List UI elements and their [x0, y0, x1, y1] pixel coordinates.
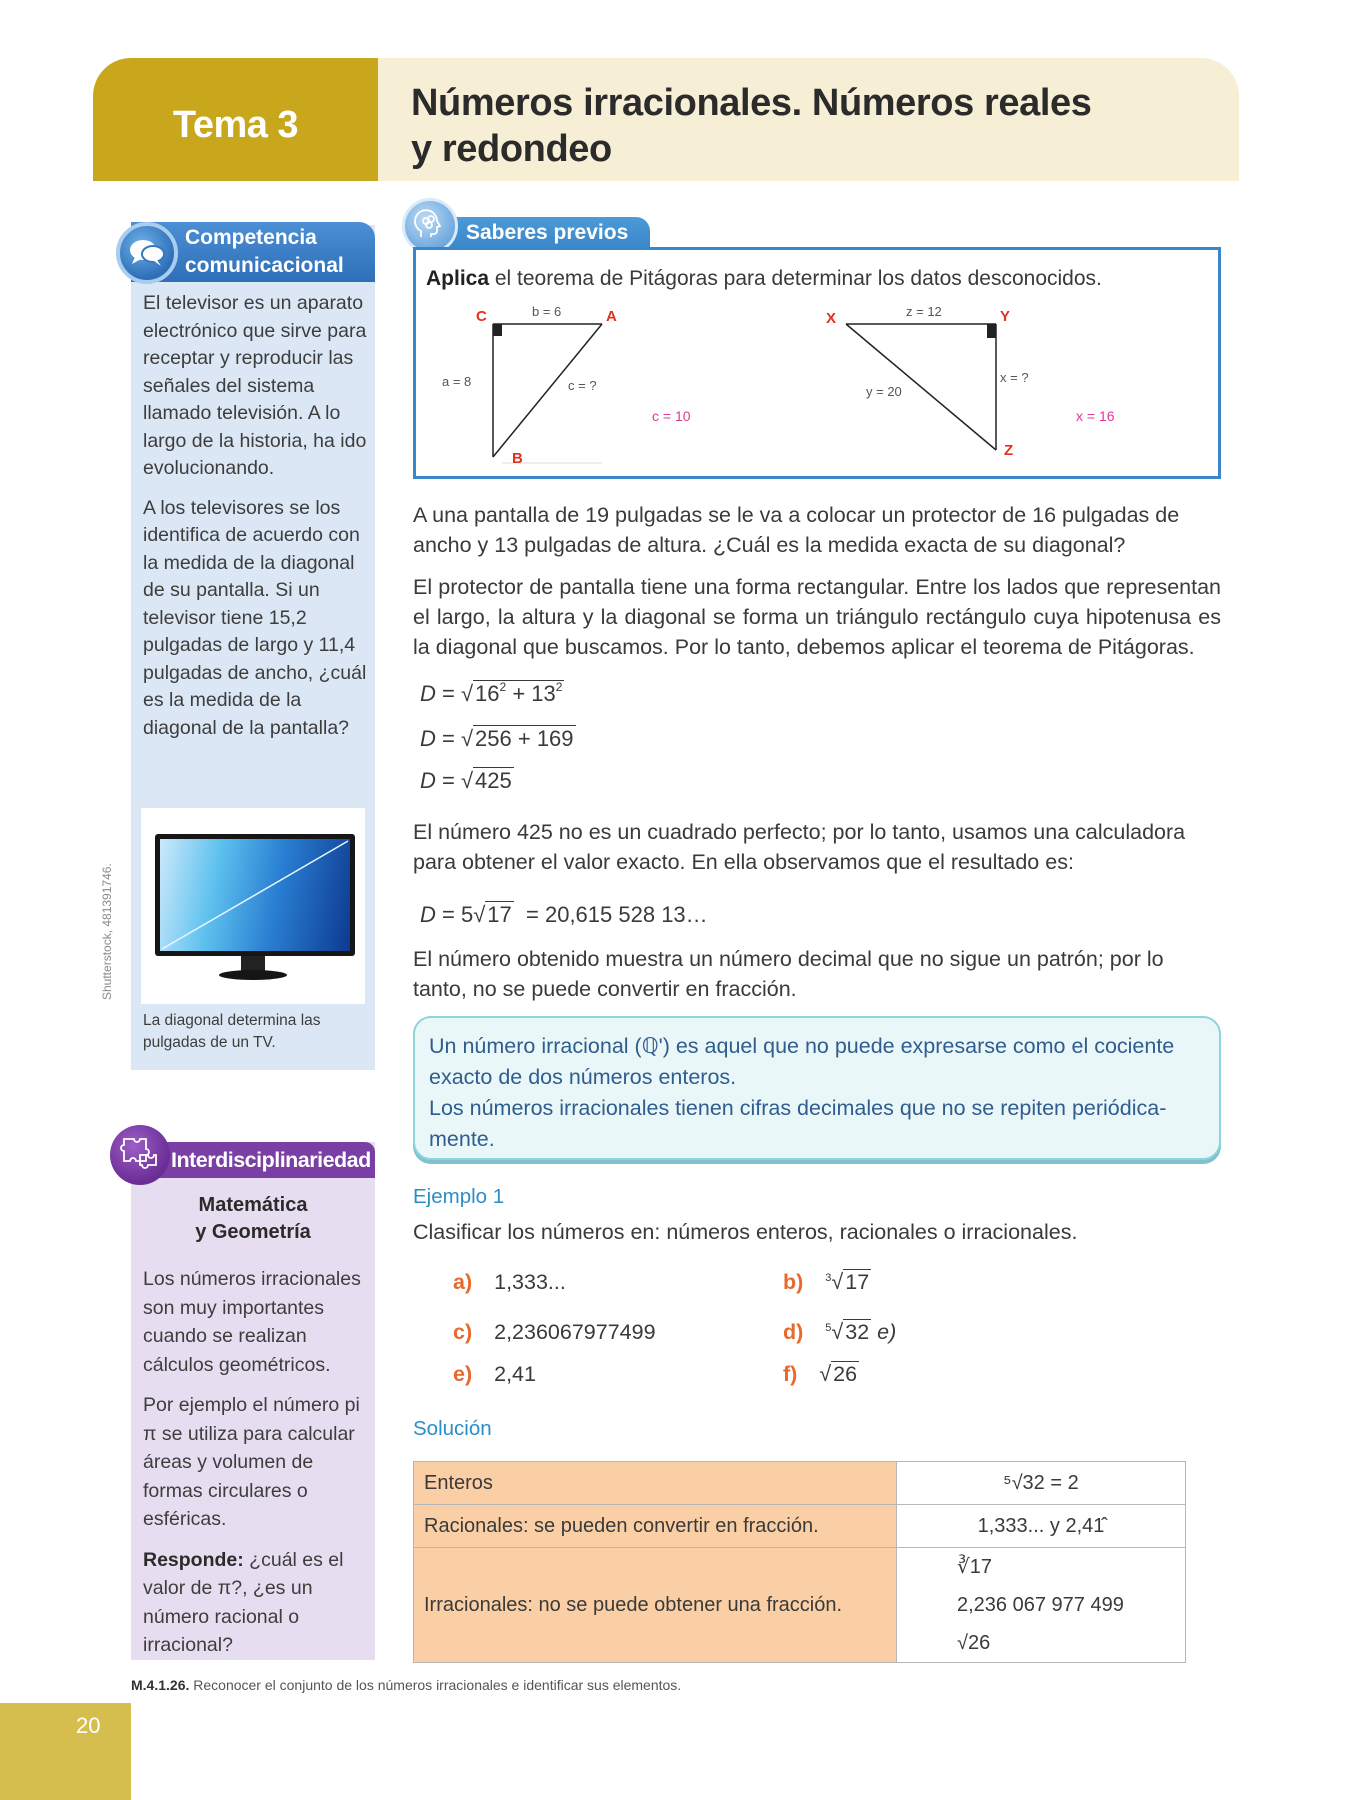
- equation-3: D = √425: [420, 768, 512, 793]
- eq-value: = 20,615 528 13…: [526, 902, 708, 927]
- curriculum-text: Reconocer el conjunto de los números irracionales e identificar sus elementos.: [189, 1677, 682, 1693]
- example-instruction: Clasificar los números en: números enteros, racionales o irracionales.: [413, 1220, 1078, 1244]
- eq-radicand: 425: [475, 768, 512, 793]
- item-label: f): [783, 1362, 798, 1386]
- solution-table: [413, 1461, 1186, 1663]
- inter-paragraph: Los números irracionales son muy importantes cuando se realizan cálculos geométricos.: [143, 1268, 361, 1376]
- example-title: Ejemplo 1: [413, 1185, 505, 1208]
- title-line-1: Números irracionales. Números reales: [411, 82, 1092, 124]
- page-number-block: [0, 1703, 131, 1800]
- inter-paragraph: Por ejemplo el número pi π se utiliza para calcular áreas y volumen de formas circulares o esféricas.: [143, 1394, 360, 1530]
- subtitle-line2: y Geometría: [195, 1221, 311, 1243]
- table-row: [414, 1548, 1186, 1663]
- problem-text: A una pantalla de 19 pulgadas se le va a colocar un protector de 16 pulgadas de ancho y 13 pulgadas de altura. ¿Cuál es la medida exacta de su diagonal?: [413, 503, 1180, 557]
- table-value: ⁵√32 = 2: [897, 1462, 1186, 1505]
- item-radicand: 17: [845, 1270, 870, 1294]
- example-item-f: f) √26: [783, 1362, 858, 1386]
- responde-question: [143, 1546, 368, 1660]
- side-y-label: y = 20: [866, 384, 902, 399]
- tv-image: [141, 808, 365, 1004]
- competencia-tab-line1: Competencia: [185, 226, 317, 249]
- triangle-cab-diagram: [416, 250, 1218, 476]
- item-radicand: 32: [845, 1320, 870, 1344]
- side-c-label: c = ?: [568, 378, 597, 393]
- page-title: [378, 58, 1239, 181]
- instruction-rest: el teorema de Pitágoras para determinar los datos desconocidos.: [489, 267, 1102, 290]
- equation-1: $D = √16^2 + 13^2$: [420, 680, 563, 706]
- definition-line-1: Un número irracional (ℚ') es aquel que no puede expresarse como el cociente exacto de dos números enteros.: [429, 1034, 1175, 1089]
- side-x-label: x = ?: [1000, 370, 1029, 385]
- equation-4: D = 5√17 = 20,615 528 13…: [420, 902, 708, 927]
- vertex-z: Z: [1004, 442, 1014, 459]
- item-label: c): [453, 1320, 473, 1344]
- eq-exponent: 2: [499, 680, 507, 694]
- interdisciplinariedad-tab: Interdisciplinariedad: [131, 1142, 375, 1178]
- table-value: 1,333... y 2,41̂: [897, 1505, 1186, 1548]
- conclusion-text: El número obtenido muestra un número decimal que no sigue un patrón; por lo tanto, no se puede convertir en fracción.: [413, 947, 1164, 1001]
- competencia-body: [143, 290, 368, 754]
- responde-text: ¿cuál es el valor de π?, ¿es un número racional o irracional?: [143, 1548, 344, 1656]
- curriculum-code: M.4.1.26.: [131, 1677, 190, 1693]
- example-item-d: d) $^5$√32 e): [783, 1320, 897, 1344]
- competencia-tab-line2: comunicacional: [185, 254, 344, 277]
- table-row: [414, 1462, 1186, 1505]
- interdisciplinariedad-subtitle: [131, 1192, 375, 1246]
- eq-radicand: 256 + 169: [475, 726, 574, 751]
- image-caption: La diagonal determina las pulgadas de un TV.: [143, 1012, 321, 1051]
- vertex-y: Y: [1000, 308, 1011, 325]
- item-suffix: e): [877, 1320, 897, 1344]
- side-a-label: a = 8: [442, 374, 472, 389]
- side-z-label: z = 12: [906, 304, 942, 319]
- eq-term: 16: [475, 681, 500, 706]
- eq-lhs: D: [420, 726, 436, 751]
- title-line-2: y redondeo: [411, 128, 612, 170]
- curriculum-code-note: [131, 1677, 681, 1693]
- item-value: 1,333...: [494, 1270, 566, 1294]
- puzzle-icon: [110, 1125, 170, 1185]
- table-value: √26: [957, 1632, 991, 1654]
- topic-header: [93, 58, 1239, 181]
- interdisciplinariedad-body: [143, 1265, 368, 1672]
- vertex-x: X: [826, 310, 837, 327]
- eq-lhs: D: [420, 902, 436, 927]
- example-item-c: [453, 1320, 656, 1345]
- eq-coef: 5: [460, 902, 474, 927]
- vertex-b: B: [512, 450, 523, 467]
- table-category: Racionales: se pueden convertir en fracción.: [414, 1505, 897, 1548]
- subtitle-line1: Matemática: [198, 1194, 308, 1216]
- eq-term: 13: [531, 681, 556, 706]
- speech-bubbles-icon: [116, 222, 178, 284]
- eq-exponent: 2: [555, 680, 563, 694]
- root-index: 5: [825, 1321, 832, 1334]
- item-value: 2,41: [494, 1362, 536, 1386]
- eq-lhs: D: [420, 768, 436, 793]
- vertex-c: C: [476, 308, 487, 325]
- item-radicand: 26: [833, 1362, 858, 1386]
- competencia-paragraph: El televisor es un aparato electrónico que sirve para receptar y reproducir las señales del sistema llamado televisión. A lo largo de la historia, ha ido evolucionando.: [143, 292, 367, 479]
- definition-box: [413, 1016, 1221, 1160]
- eq-radicand: 17: [487, 902, 512, 927]
- equation-2: D = √256 + 169: [420, 726, 574, 751]
- table-value: ∛17: [957, 1556, 992, 1578]
- topic-label: Tema 3: [172, 104, 299, 146]
- tv-base: [219, 970, 287, 980]
- item-value: 2,236067977499: [494, 1320, 656, 1344]
- side-b-label: b = 6: [532, 304, 562, 319]
- table-category: Irracionales: no se puede obtener una fracción.: [414, 1548, 897, 1663]
- responde-label: Responde:: [143, 1548, 244, 1571]
- definition-line-2: Los números irracionales tienen cifras decimales que no se repiten periódica-mente.: [429, 1096, 1167, 1151]
- topic-label-block: [93, 58, 378, 181]
- example-item-a: [453, 1270, 566, 1295]
- instruction-bold: Aplica: [426, 267, 490, 290]
- root-index: 3: [825, 1271, 832, 1284]
- not-square-text: El número 425 no es un cuadrado perfecto; por lo tanto, usamos una calculadora para obtener el valor exacto. En ella observamos que el resultado es:: [413, 820, 1186, 874]
- item-label: d): [783, 1320, 804, 1344]
- solution-title: Solución: [413, 1417, 492, 1440]
- table-row: [414, 1505, 1186, 1548]
- example-item-e: [453, 1362, 536, 1387]
- table-value: 2,236 067 977 499: [957, 1594, 1124, 1616]
- saberes-previos-tab: Saberes previos: [420, 217, 650, 249]
- explanation-text: El protector de pantalla tiene una forma rectangular. Entre los lados que representan el largo, la altura y la diagonal se forma un triángulo rectángulo cuya hipotenusa es la diagonal que buscamos. Por lo tanto, debemos aplicar el teorema de Pitágoras.: [413, 575, 1221, 659]
- item-label: b): [783, 1270, 804, 1294]
- competencia-paragraph: A los televisores se los identifica de acuerdo con la medida de la diagonal de su pantalla. Si un televisor tiene 15,2 pulgadas de largo y 11,4 pulgadas de ancho, ¿cuál es la medida de la diagonal de la pantalla?: [143, 496, 367, 739]
- table-category: Enteros: [414, 1462, 897, 1505]
- table-value-list: [897, 1548, 1186, 1663]
- tv-screen: [155, 834, 355, 956]
- eq-lhs: D: [420, 681, 436, 706]
- image-credit: Shutterstock, 481391746.: [100, 863, 114, 1000]
- brain-head-icon: [402, 198, 458, 254]
- saberes-previos-box: [413, 247, 1221, 479]
- item-label: a): [453, 1270, 473, 1294]
- item-label: e): [453, 1362, 473, 1386]
- answer-c: c = 10: [652, 408, 691, 424]
- example-item-b: b) $^3$√17: [783, 1270, 870, 1294]
- answer-x: x = 16: [1076, 408, 1115, 424]
- vertex-a: A: [606, 308, 617, 325]
- page-number: 20: [76, 1713, 101, 1738]
